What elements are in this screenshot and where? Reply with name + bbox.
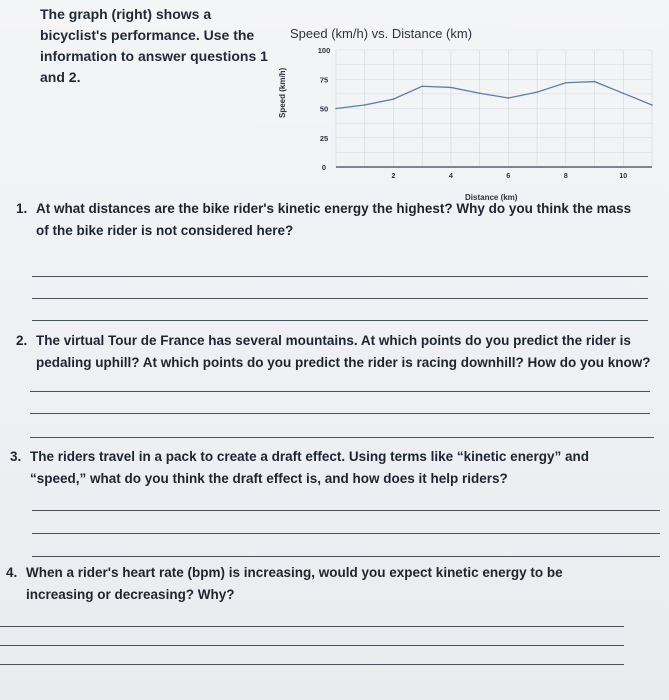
chart-data-point (450, 87, 452, 89)
question-text-line2: “speed,” what do you think the draft effect is, and how does it help riders? (30, 471, 508, 486)
question-number: 1. (16, 201, 28, 216)
speed-distance-chart (278, 22, 667, 206)
chart-series-line (336, 82, 652, 109)
chart-data-point (335, 108, 337, 110)
intro-text: The graph (right) shows a bicyclist's performance. Use the information to answer questions 1 and 2. (40, 6, 268, 85)
question-text-line2: increasing or decreasing? Why? (26, 587, 235, 602)
chart-data-point (622, 92, 624, 94)
answer-line[interactable] (32, 510, 660, 511)
chart-data-point (651, 104, 653, 106)
chart-data-point (536, 91, 538, 93)
chart-canvas (282, 22, 667, 206)
chart-x-axis-label: Distance (km) (465, 193, 518, 202)
answer-line[interactable] (30, 391, 650, 392)
question-text-line1: The riders travel in a pack to create a draft effect. Using terms like “kinetic energy” and (30, 449, 589, 464)
question-3 (10, 446, 665, 490)
answer-line[interactable] (32, 276, 648, 277)
question-number: 2. (16, 333, 28, 348)
answer-line[interactable] (32, 533, 660, 534)
chart-x-tick-label: 2 (391, 173, 396, 180)
chart-y-tick-label: 75 (319, 75, 329, 85)
answer-line[interactable] (0, 664, 624, 665)
chart-x-tick-label: 10 (619, 173, 628, 180)
chart-x-tick-label: 6 (506, 173, 511, 180)
chart-data-point (421, 85, 423, 87)
answer-line[interactable] (0, 645, 624, 646)
chart-y-tick-label: 50 (319, 104, 329, 114)
question-text-line2: pedaling uphill? At which points do you predict the rider is racing downhill? How do you know? (36, 355, 651, 370)
chart-y-tick-label: 100 (317, 46, 331, 55)
chart-y-tick-label: 25 (319, 133, 329, 143)
answer-line[interactable] (32, 556, 660, 557)
answer-line[interactable] (0, 626, 624, 627)
chart-y-tick-label: 0 (321, 163, 327, 172)
question-4 (6, 562, 661, 606)
answer-line[interactable] (32, 320, 648, 321)
chart-title: Speed (km/h) vs. Distance (km) (290, 26, 473, 41)
question-number: 3. (10, 449, 22, 464)
question-text-line1: At what distances are the bike rider's kinetic energy the highest? Why do you think the mass (36, 201, 632, 216)
chart-data-point (479, 92, 481, 94)
chart-data-point (364, 104, 366, 106)
question-1 (16, 198, 666, 242)
chart-data-point (565, 82, 567, 84)
answer-line[interactable] (30, 437, 654, 438)
chart-x-tick-label: 4 (448, 173, 453, 180)
answer-line[interactable] (30, 413, 650, 414)
question-text-line2: of the bike rider is not considered here? (36, 223, 294, 238)
chart-x-tick-label: 8 (563, 173, 568, 180)
chart-y-axis-label: Speed (km/h) (278, 67, 287, 118)
chart-data-point (393, 98, 395, 100)
question-2 (16, 330, 666, 374)
chart-data-point (508, 97, 510, 99)
chart-data-point (594, 81, 596, 83)
question-number: 4. (6, 565, 18, 580)
answer-line[interactable] (32, 298, 648, 299)
question-text-line1: When a rider's heart rate (bpm) is increasing, would you expect kinetic energy to be (26, 565, 563, 580)
question-text-line1: The virtual Tour de France has several mountains. At which points do you predict the rider is (36, 333, 631, 348)
